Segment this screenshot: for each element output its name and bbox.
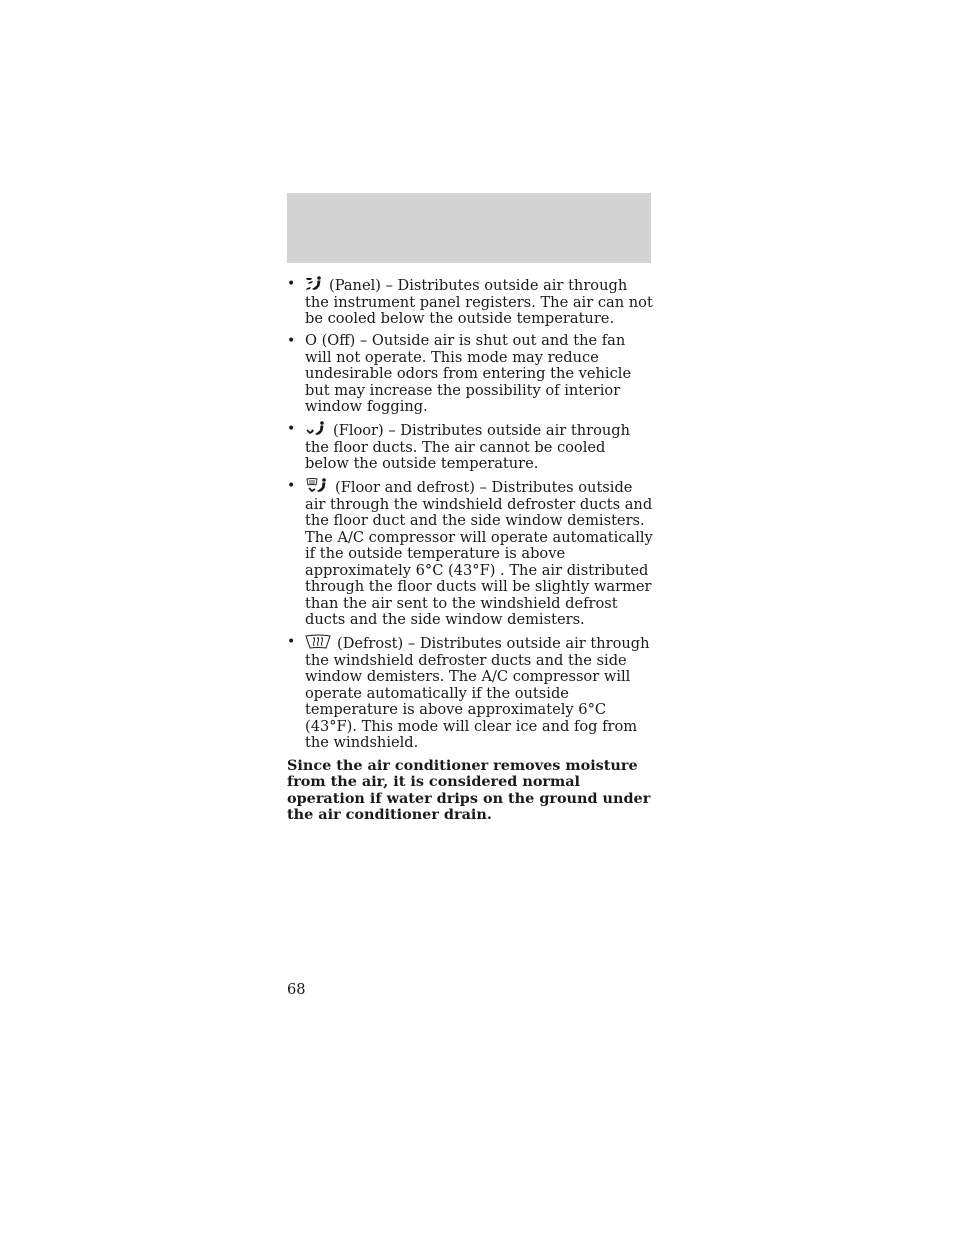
list-item-floor-defrost <box>287 478 653 629</box>
page-number: 68 <box>287 981 306 998</box>
mode-description: O (Off) – Outside air is shut out and the fan will not operate. This mode may reduce undesirable odors from entering the vehicle but may increase the possibility of interior window fogging. <box>305 332 632 415</box>
list-item-floor <box>287 421 653 473</box>
bullet: • <box>287 421 296 437</box>
mode-description: (Floor) – Distributes outside air through the floor ducts. The air cannot be cooled below the outside temperature. <box>305 422 631 472</box>
mode-description: (Defrost) – Distributes outside air through the windshield defroster ducts and the side window demisters. The A/C compressor will operate automatically if the outside temperature is above approximately 6°C (43°F). This mode will clear ice and fog from the windshield. <box>305 635 650 751</box>
floor-vent-icon <box>305 421 327 437</box>
panel-vent-icon <box>305 276 323 292</box>
bullet: • <box>287 333 296 349</box>
list-item-defrost <box>287 634 653 752</box>
defrost-icon <box>305 634 331 650</box>
airflow-mode-list <box>287 276 653 752</box>
mode-description: (Floor and defrost) – Distributes outside air through the windshield defroster ducts and the floor duct and the side window demisters. The A/C compressor will operate automatically if the outside temperature is above approximately 6°C (43°F) . The air distributed through the floor ducts will be slightly warmer than the air sent to the windshield defrost ducts and the side window demisters. <box>305 479 653 628</box>
header-band <box>287 193 651 263</box>
page-content <box>287 276 653 824</box>
list-item-off <box>287 333 653 416</box>
bullet: • <box>287 276 296 292</box>
bullet: • <box>287 634 296 650</box>
mode-description: (Panel) – Distributes outside air through the instrument panel registers. The air can not be cooled below the outside temperature. <box>305 277 653 327</box>
condensation-note: Since the air conditioner removes moisture from the air, it is considered normal operation if water drips on the ground under the air conditioner drain. <box>287 756 651 823</box>
bullet: • <box>287 478 296 494</box>
floor-defrost-icon <box>305 478 329 494</box>
list-item-panel <box>287 276 653 328</box>
